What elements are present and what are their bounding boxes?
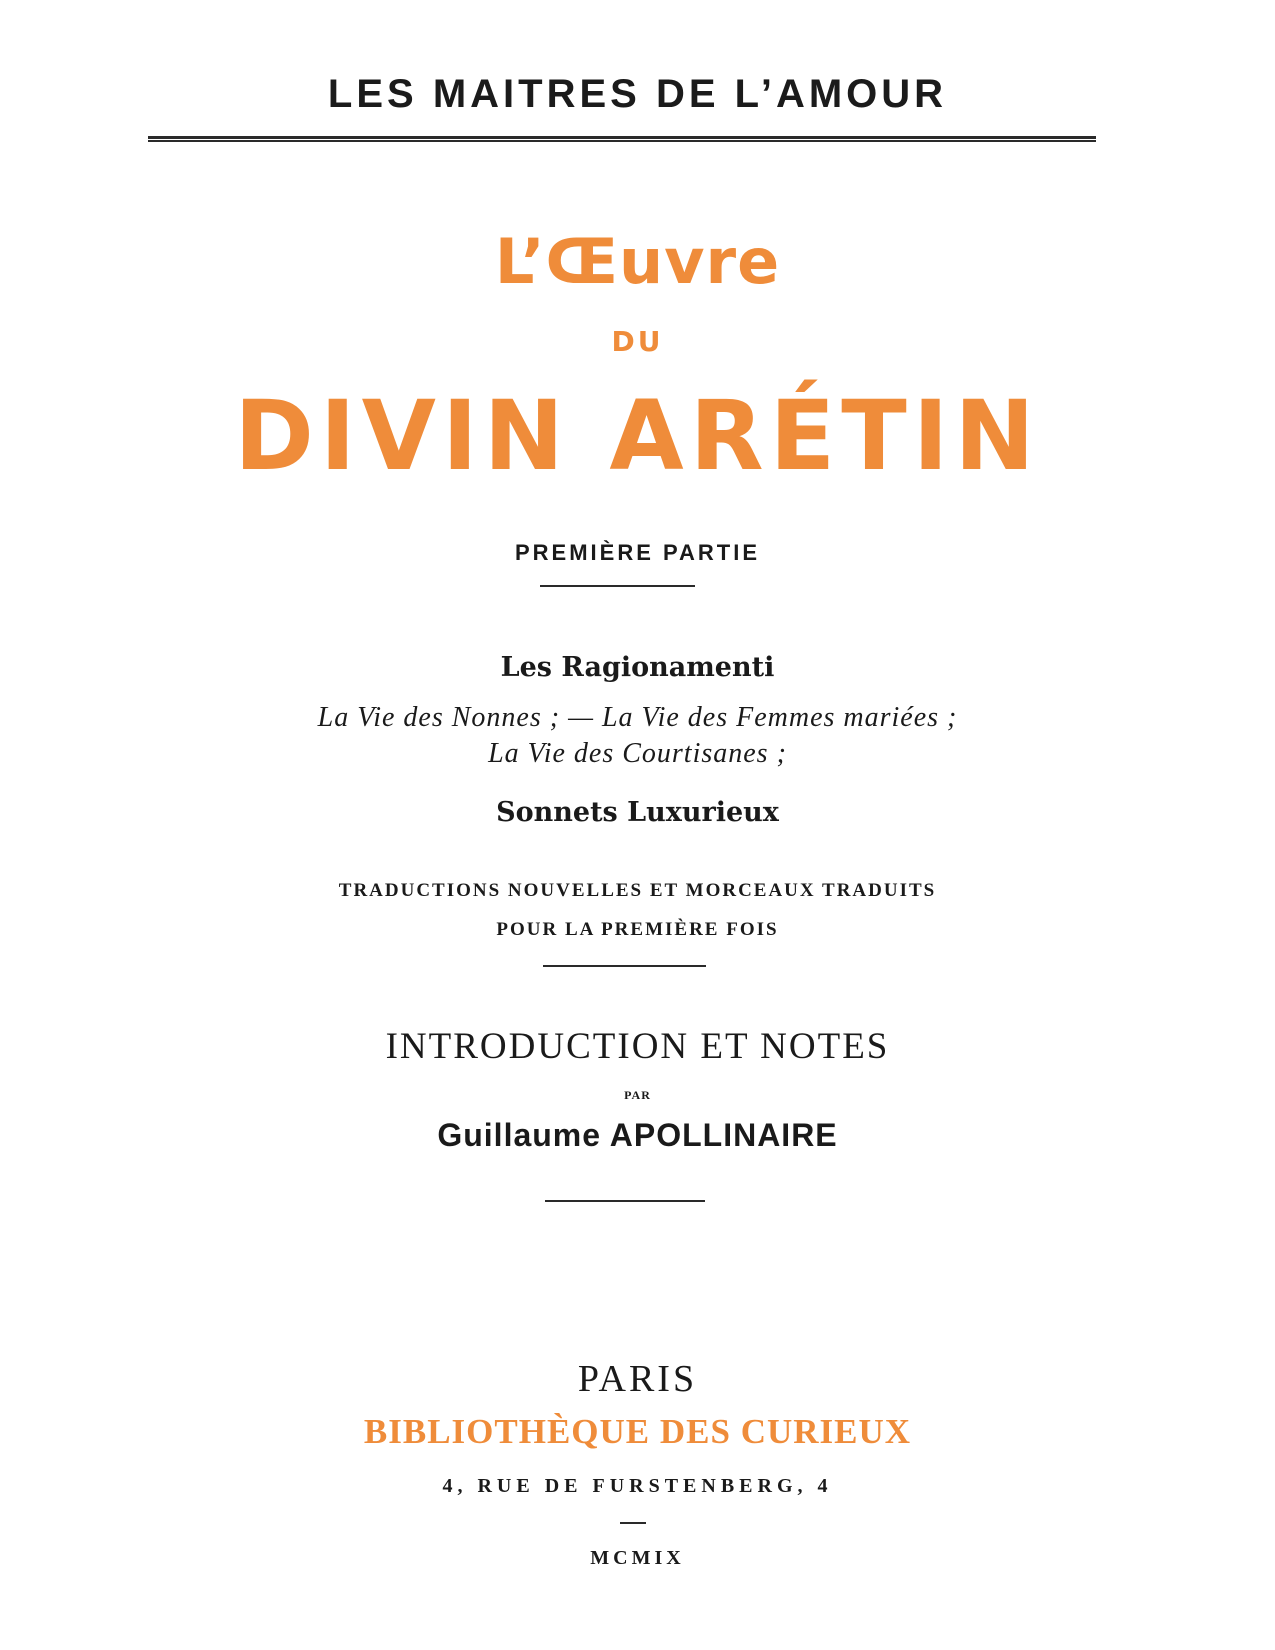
contents-subtitle-line2: La Vie des Courtisanes ; [488, 738, 787, 769]
author-name: Guillaume APOLLINAIRE [437, 1117, 838, 1153]
translations-line1: TRADUCTIONS NOUVELLES ET MORCEAUX TRADUITS [338, 880, 937, 901]
imprint-address: 4, RUE DE FURSTENBERG, 4 [442, 1475, 833, 1497]
work-title-line1: L’Œuvre [494, 225, 781, 298]
divider-rule [620, 1522, 646, 1524]
imprint-date: MCMIX [590, 1547, 685, 1569]
work-title-line2: DU [611, 325, 664, 358]
part-label [0, 540, 1275, 566]
divider-rule [545, 1200, 705, 1202]
part-label-text: PREMIÈRE PARTIE [514, 540, 761, 565]
imprint-publisher: BIBLIOTHÈQUE DES CURIEUX [363, 1412, 912, 1451]
contents-heading: Les Ragionamenti [500, 652, 775, 683]
translations-line2: POUR LA PREMIÈRE FOIS [496, 919, 779, 940]
imprint-city: PARIS [577, 1358, 698, 1400]
contents-subtitle-line1: La Vie des Nonnes ; — La Vie des Femmes mariées ; [317, 702, 958, 733]
introduction-heading: INTRODUCTION ET NOTES [385, 1026, 890, 1067]
by-label: PAR [624, 1088, 651, 1102]
series-title: LES MAITRES DE L’AMOUR [327, 72, 948, 116]
work-title-line3: DIVIN ARÉTIN [234, 380, 1041, 492]
divider-rule [543, 965, 706, 967]
contents-second-heading: Sonnets Luxurieux [496, 797, 779, 828]
divider-rule [540, 585, 695, 587]
header-double-rule [148, 136, 1096, 142]
